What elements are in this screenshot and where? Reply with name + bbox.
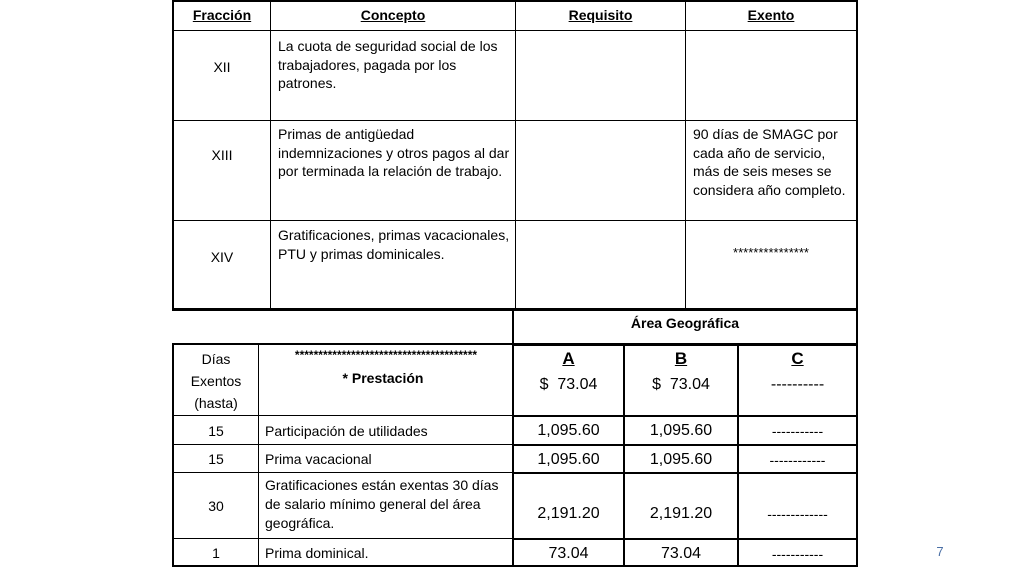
concepto-cell: La cuota de seguridad social de los trabajadores, pagada por los patrones. <box>278 38 498 91</box>
dias-label: Días <box>201 351 231 367</box>
area-value: 73.04 <box>660 545 702 562</box>
header-exento: Exento <box>747 7 795 23</box>
concepto-cell: Primas de antigüedad indemnizaciones y otros pagos al dar por terminada la relación de trabajo. <box>278 126 510 179</box>
dias-cell: 15 <box>208 423 224 439</box>
stars-header: *************************************** <box>294 348 478 362</box>
fraccion-cell: XIII <box>211 147 233 163</box>
fraccion-cell: XIV <box>210 249 234 265</box>
area-value: 2,191.20 <box>537 505 600 522</box>
area-value: 2,191.20 <box>649 505 713 522</box>
area-value: 1,095.60 <box>649 451 713 468</box>
area-value: 1,095.60 <box>537 422 600 439</box>
area-salary-a: $ 73.04 <box>539 376 598 393</box>
header-requisito: Requisito <box>568 7 633 23</box>
area-letter-a: A <box>562 349 575 368</box>
dias-cell: 15 <box>208 451 224 467</box>
exento-cell: *************** <box>733 245 809 260</box>
area-value: ------------- <box>767 506 828 522</box>
area-value: ----------- <box>771 423 824 439</box>
area-salary-c: ---------- <box>770 376 825 393</box>
concepto-cell: Gratificaciones, primas vacacionales, PTU y primas dominicales. <box>278 227 510 262</box>
prestacion-header: * Prestación <box>342 370 424 386</box>
area-value: 73.04 <box>548 545 589 562</box>
page-number: 7 <box>936 544 944 559</box>
dias-cell: 1 <box>212 545 220 561</box>
dias-exentos-header <box>174 348 258 414</box>
area-value: 1,095.60 <box>649 422 713 439</box>
prestacion-cell: Prima dominical. <box>265 545 369 561</box>
area-salary-b: $ 73.04 <box>652 376 710 393</box>
fraccion-cell: XII <box>213 59 231 75</box>
prestacion-cell: Participación de utilidades <box>265 423 428 439</box>
hasta-label: (hasta) <box>194 395 238 411</box>
area-value: ----------- <box>771 546 824 562</box>
area-value: ------------ <box>769 452 826 468</box>
area-geografica-title: Área Geográfica <box>630 315 740 331</box>
area-value: 1,095.60 <box>537 451 600 468</box>
header-concepto: Concepto <box>360 7 426 23</box>
header-fraccion: Fracción <box>192 7 252 23</box>
exento-cell: 90 días de SMAGC por cada año de servicio, más de seis meses se considera año completo. <box>693 126 846 198</box>
prestacion-cell: Prima vacacional <box>265 451 372 467</box>
exentos-label: Exentos <box>190 373 242 389</box>
area-letter-b: B <box>674 349 688 368</box>
area-letter-c: C <box>791 349 804 368</box>
dias-cell: 30 <box>208 498 224 514</box>
prestacion-cell: Gratificaciones están exentas 30 días de salario mínimo general del área geográfica. <box>265 477 499 531</box>
